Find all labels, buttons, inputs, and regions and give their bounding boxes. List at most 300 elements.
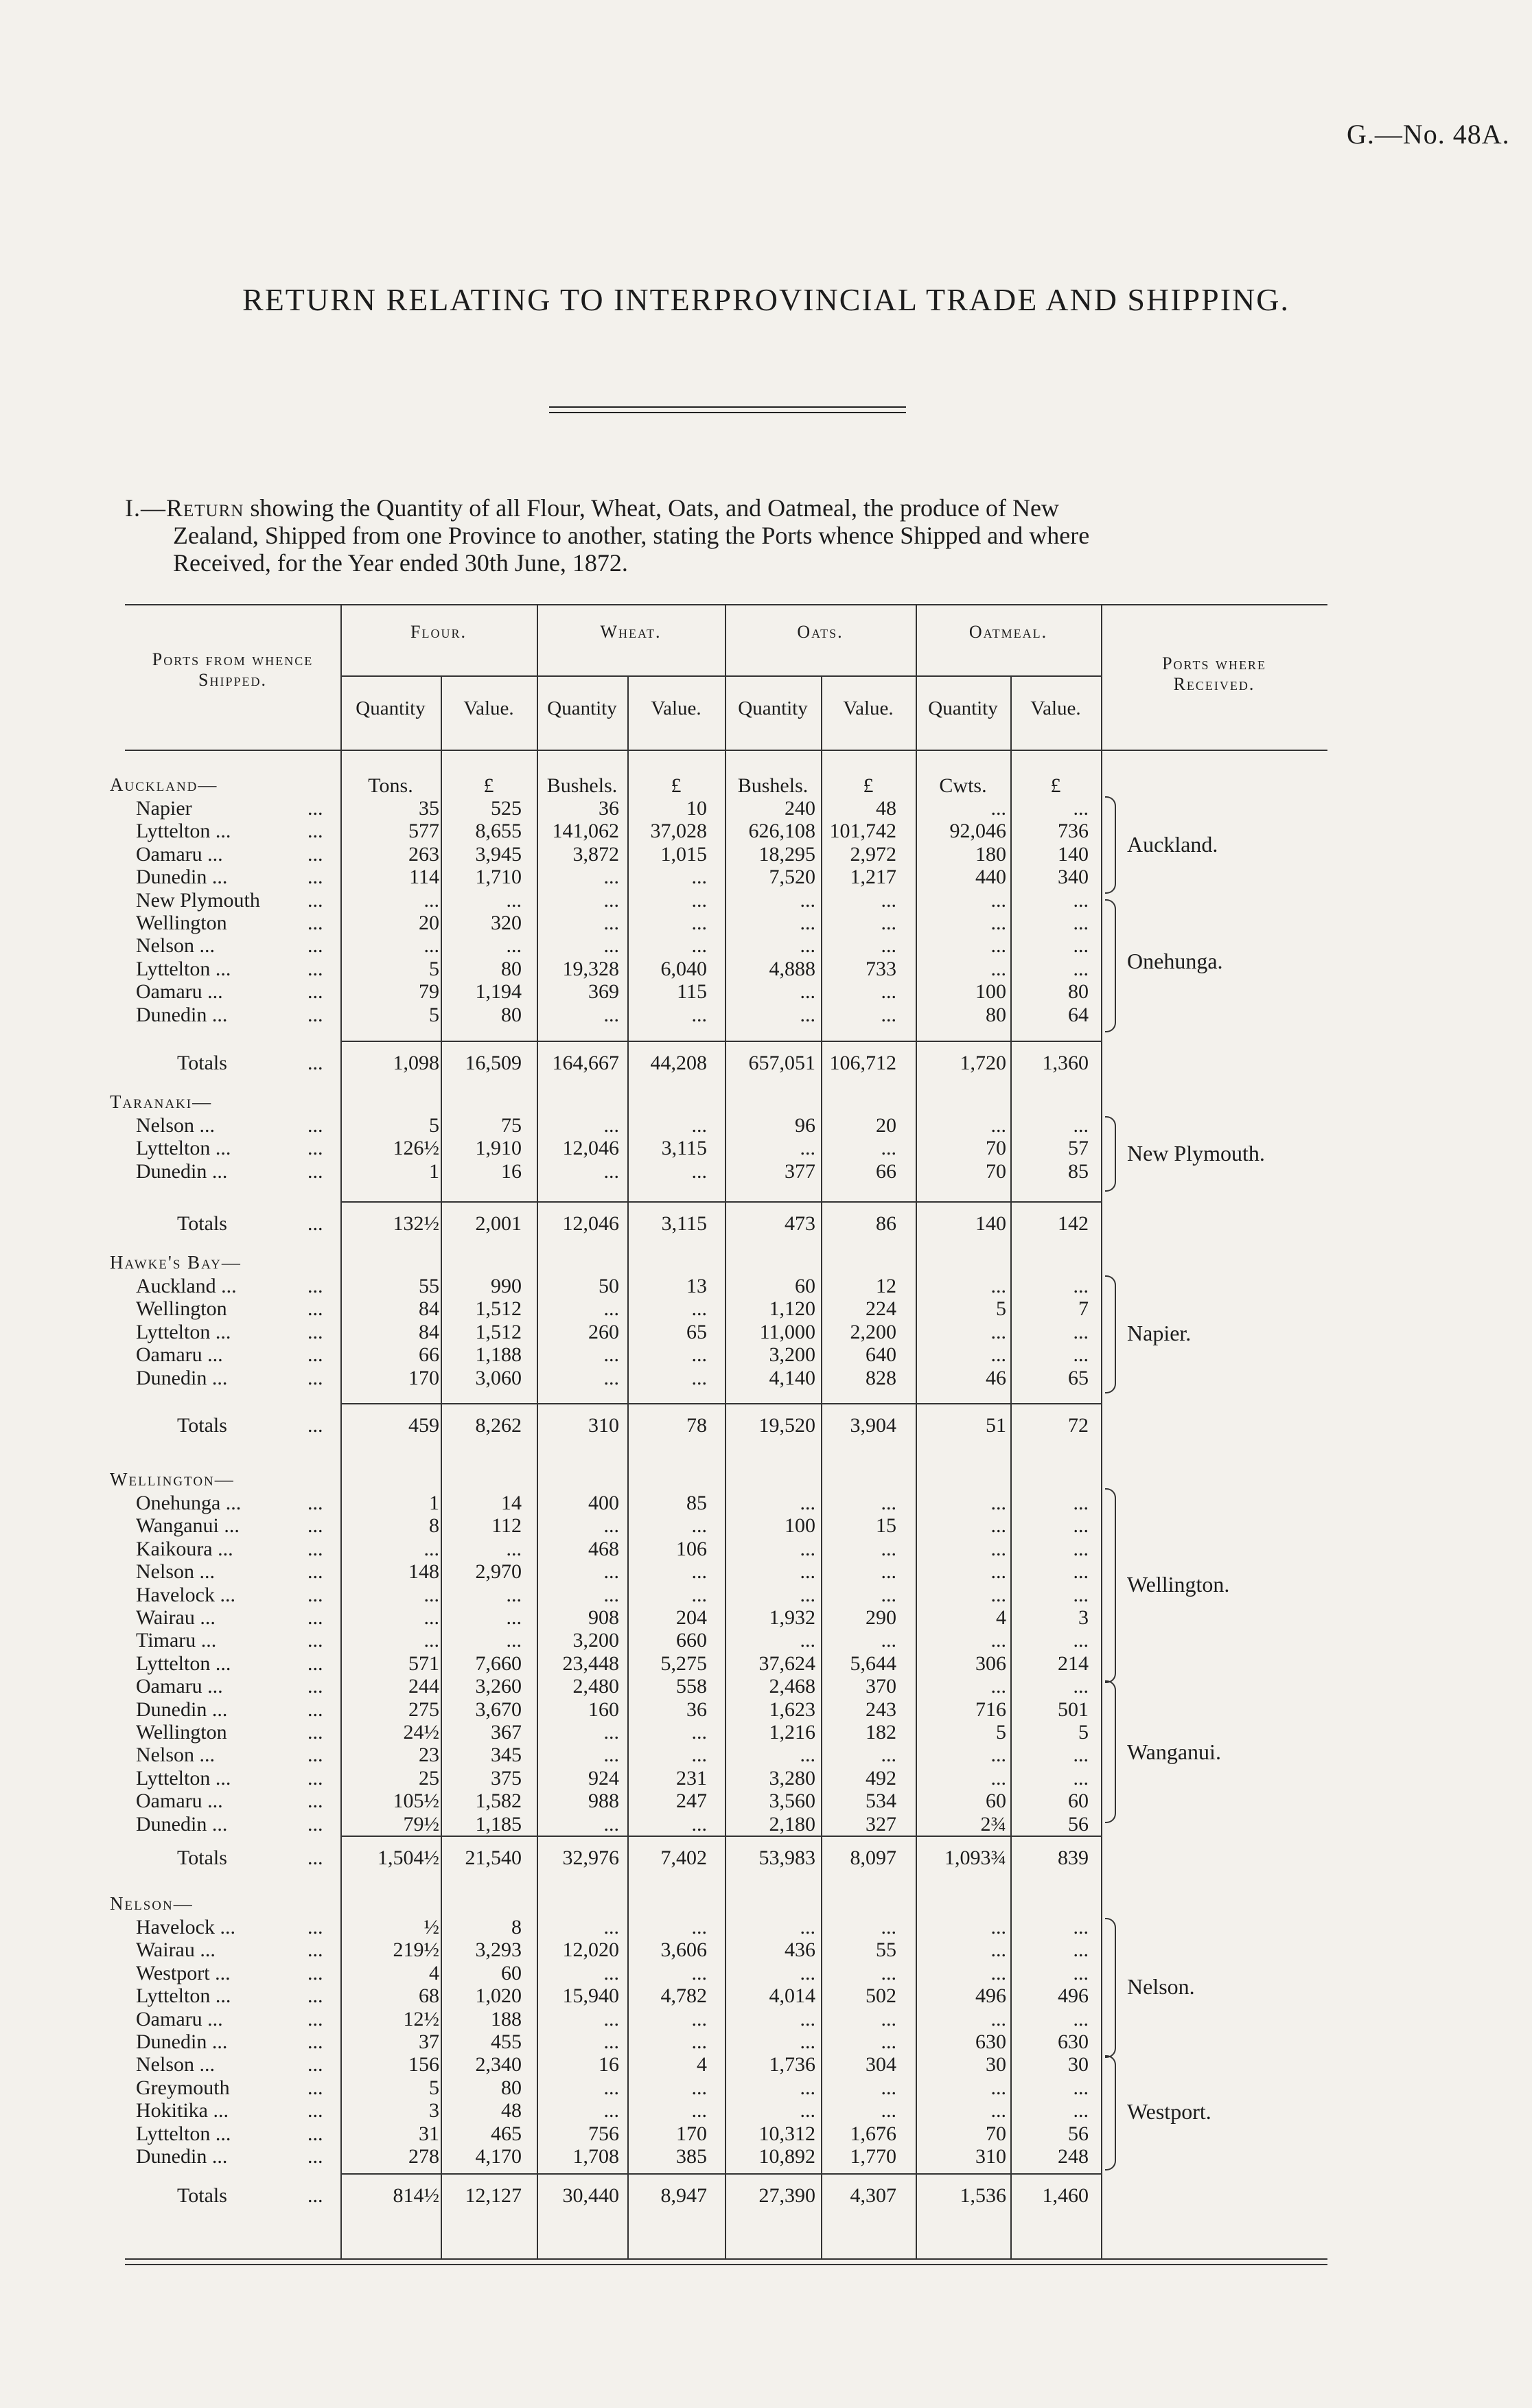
- table-cell: 55: [876, 1938, 896, 1962]
- totals-cell: 1,720: [960, 1052, 1006, 1074]
- totals-rule: [340, 2173, 1101, 2175]
- table-cell: ...: [1073, 888, 1089, 912]
- leader-dots: ...: [307, 1916, 323, 1938]
- table-cell: 60: [501, 1961, 522, 1984]
- table-cell: ...: [1073, 1675, 1089, 1698]
- table-cell: ...: [1073, 934, 1089, 958]
- table-cell: 20: [876, 1114, 896, 1137]
- table-cell: ...: [800, 1583, 815, 1606]
- totals-cell: 3,904: [850, 1414, 896, 1437]
- leader-dots: ...: [307, 1583, 323, 1606]
- table-cell: ...: [506, 1606, 522, 1629]
- table-cell: 14: [501, 1492, 522, 1514]
- table-cell: 30: [1068, 2053, 1089, 2076]
- leader-dots: ...: [307, 2007, 323, 2030]
- table-cell: ...: [1073, 1583, 1089, 1606]
- leader-dots: ...: [307, 1137, 323, 1160]
- table-cell: 64: [1068, 1003, 1089, 1026]
- header-wheat: Wheat.: [600, 622, 662, 642]
- table-cell: ...: [423, 1537, 439, 1560]
- unit-label: £: [1050, 774, 1061, 797]
- table-cell: ...: [1073, 2076, 1089, 2099]
- table-cell: 501: [1058, 1698, 1089, 1721]
- table-cell: 70: [986, 1137, 1006, 1160]
- table-cell: ...: [1073, 1275, 1089, 1297]
- port-name: Lyttelton ...: [136, 820, 231, 843]
- table-cell: 182: [866, 1721, 896, 1744]
- table-cell: ...: [691, 888, 707, 912]
- table-cell: 5,644: [850, 1652, 896, 1675]
- table-cell: ...: [1073, 1537, 1089, 1560]
- table-cell: 2,180: [769, 1812, 815, 1836]
- table-cell: ...: [881, 1961, 896, 1984]
- received-port-label: Wanganui.: [1127, 1739, 1221, 1764]
- leader-dots: ...: [307, 1721, 323, 1744]
- totals-rule: [340, 1041, 1101, 1042]
- totals-cell: 3,115: [661, 1212, 707, 1235]
- table-cell: 5: [429, 1114, 439, 1137]
- header-ports-to: Ports where: [1162, 653, 1266, 673]
- table-cell: 12½: [403, 2007, 439, 2030]
- table-cell: ...: [603, 1560, 619, 1584]
- table-cell: 248: [1058, 2145, 1089, 2168]
- table-cell: 1,120: [769, 1297, 815, 1321]
- table-cell: ...: [1073, 1744, 1089, 1767]
- table-cell: ...: [1073, 1560, 1089, 1584]
- subheader-value: Value.: [843, 697, 894, 719]
- totals-cell: 459: [408, 1414, 439, 1437]
- table-cell: ...: [423, 1629, 439, 1652]
- table-cell: 7,520: [769, 866, 815, 889]
- table-cell: ...: [990, 912, 1006, 934]
- totals-cell: 1,504½: [378, 1846, 439, 1869]
- table-cell: ...: [691, 1159, 707, 1183]
- leader-dots: ...: [307, 1984, 323, 2008]
- table-cell: ...: [603, 1583, 619, 1606]
- table-cell: 56: [1068, 2122, 1089, 2145]
- intro-lead: I.—Return: [125, 494, 244, 522]
- table-cell: ...: [423, 1583, 439, 1606]
- totals-cell: 12,046: [562, 1212, 619, 1235]
- table-cell: ...: [800, 1744, 815, 1767]
- totals-cell: 8,262: [475, 1414, 522, 1437]
- totals-cell: 7,402: [660, 1846, 707, 1869]
- leader-dots: ...: [307, 2145, 323, 2168]
- table-cell: ...: [603, 934, 619, 958]
- table-cell: 1,512: [475, 1297, 522, 1321]
- leader-dots: ...: [307, 866, 323, 889]
- table-cell: 3: [1078, 1606, 1089, 1629]
- table-cell: 75: [501, 1114, 522, 1137]
- header-oatmeal: Oatmeal.: [968, 622, 1048, 642]
- table-cell: ...: [691, 1812, 707, 1836]
- table-cell: 327: [866, 1812, 896, 1836]
- table-cell: ...: [603, 1343, 619, 1367]
- table-cell: ...: [603, 1366, 619, 1389]
- table-cell: ...: [1073, 1320, 1089, 1343]
- table-cell: ...: [1073, 2099, 1089, 2122]
- table-cell: 180: [975, 842, 1006, 866]
- totals-cell: 12,127: [465, 2184, 522, 2207]
- table-cell: 231: [676, 1766, 707, 1790]
- totals-label: Totals: [177, 1414, 227, 1437]
- table-cell: 4,888: [769, 957, 815, 980]
- table-cell: 23: [419, 1744, 439, 1767]
- table-cell: 468: [588, 1537, 619, 1560]
- port-name: Oamaru ...: [136, 980, 223, 1004]
- table-cell: 2,970: [475, 1560, 522, 1584]
- table-cell: 1,708: [572, 2145, 619, 2168]
- table-cell: ...: [603, 1744, 619, 1767]
- table-cell: 96: [795, 1114, 815, 1137]
- table-cell: 3,260: [475, 1675, 522, 1698]
- table-cell: ½: [423, 1916, 439, 1938]
- totals-cell: 142: [1058, 1212, 1089, 1235]
- table-cell: 3,200: [572, 1629, 619, 1652]
- totals-cell: 16,509: [465, 1052, 522, 1074]
- table-cell: 733: [866, 957, 896, 980]
- header-ports-from: Shipped.: [198, 670, 267, 690]
- port-name: Oamaru ...: [136, 1343, 223, 1367]
- table-cell: 8: [511, 1916, 522, 1938]
- totals-cell: 44,208: [650, 1052, 707, 1074]
- port-name: New Plymouth: [136, 888, 260, 912]
- table-cell: 247: [676, 1790, 707, 1813]
- port-name: Oamaru ...: [136, 2007, 223, 2030]
- table-cell: 80: [501, 957, 522, 980]
- leader-dots: ...: [307, 1606, 323, 1629]
- table-cell: ...: [423, 888, 439, 912]
- leader-dots: ...: [307, 1366, 323, 1389]
- table-cell: 37: [419, 2030, 439, 2053]
- subheader-quantity: Quantity: [928, 697, 998, 719]
- port-name: Dunedin ...: [136, 2030, 228, 2053]
- table-cell: 105½: [393, 1790, 439, 1813]
- leader-dots: ...: [307, 1560, 323, 1584]
- table-cell: ...: [800, 912, 815, 934]
- leader-dots: ...: [307, 1938, 323, 1962]
- table-cell: 57: [1068, 1137, 1089, 1160]
- table-cell: 3,293: [475, 1938, 522, 1962]
- table-cell: ...: [1073, 1961, 1089, 1984]
- intro-line-1: showing the Quantity of all Flour, Wheat, Oats, and Oatmeal, the produce of New: [250, 494, 1059, 522]
- table-cell: 275: [408, 1698, 439, 1721]
- port-name: Dunedin ...: [136, 1812, 228, 1836]
- table-cell: ...: [603, 2099, 619, 2122]
- table-top-rule: [125, 604, 1327, 605]
- table-cell: 2,200: [850, 1320, 896, 1343]
- table-cell: ...: [691, 2076, 707, 2099]
- table-bottom-rule: [125, 2258, 1327, 2260]
- unit-label: Tons.: [368, 774, 413, 797]
- table-cell: 4,140: [769, 1366, 815, 1389]
- port-name: Nelson ...: [136, 1560, 215, 1584]
- table-cell: 48: [501, 2099, 522, 2122]
- table-cell: 306: [975, 1652, 1006, 1675]
- table-cell: 50: [599, 1275, 619, 1297]
- port-name: Westport ...: [136, 1961, 231, 1984]
- table-cell: 36: [686, 1698, 707, 1721]
- table-cell: ...: [691, 1961, 707, 1984]
- table-cell: ...: [691, 2030, 707, 2053]
- leader-dots: ...: [307, 1675, 323, 1698]
- table-cell: 2,480: [572, 1675, 619, 1698]
- leader-dots: ...: [307, 1812, 323, 1836]
- table-cell: 400: [588, 1492, 619, 1514]
- table-cell: 310: [975, 2145, 1006, 2168]
- table-cell: 571: [408, 1652, 439, 1675]
- table-cell: ...: [990, 1275, 1006, 1297]
- table-cell: 16: [599, 2053, 619, 2076]
- port-name: Kaikoura ...: [136, 1537, 233, 1560]
- table-cell: ...: [881, 1537, 896, 1560]
- table-cell: 2¾: [980, 1812, 1006, 1836]
- table-cell: 148: [408, 1560, 439, 1584]
- leader-dots: ...: [307, 1652, 323, 1675]
- table-cell: 7,660: [475, 1652, 522, 1675]
- port-name: Nelson ...: [136, 934, 215, 958]
- totals-cell: 8,097: [850, 1846, 896, 1869]
- table-cell: 304: [866, 2053, 896, 2076]
- brace-bracket: [1105, 1918, 1116, 2058]
- table-cell: ...: [881, 934, 896, 958]
- table-cell: 340: [1058, 866, 1089, 889]
- table-cell: ...: [1073, 912, 1089, 934]
- table-cell: ...: [1073, 1514, 1089, 1538]
- totals-cell: 27,390: [758, 2184, 815, 2207]
- table-cell: 56: [1068, 1812, 1089, 1836]
- table-cell: 12,020: [562, 1938, 619, 1962]
- table-cell: ...: [603, 1114, 619, 1137]
- leader-dots: ...: [307, 842, 323, 866]
- table-cell: ...: [691, 1003, 707, 1026]
- table-cell: ...: [1073, 1492, 1089, 1514]
- table-cell: 630: [1058, 2030, 1089, 2053]
- table-cell: ...: [881, 1492, 896, 1514]
- table-cell: 80: [1068, 980, 1089, 1004]
- leader-dots: ...: [307, 2053, 323, 2076]
- group-header-rule: [340, 675, 1101, 677]
- table-cell: ...: [691, 866, 707, 889]
- table-cell: 4,170: [475, 2145, 522, 2168]
- table-cell: 1,582: [475, 1790, 522, 1813]
- table-cell: 12,046: [562, 1137, 619, 1160]
- table-cell: 112: [491, 1514, 522, 1538]
- table-cell: ...: [800, 2007, 815, 2030]
- table-cell: ...: [691, 1583, 707, 1606]
- table-cell: 65: [1068, 1366, 1089, 1389]
- table-cell: 85: [686, 1492, 707, 1514]
- table-cell: 367: [491, 1721, 522, 1744]
- table-cell: 6,040: [660, 957, 707, 980]
- table-cell: 1,216: [769, 1721, 815, 1744]
- table-cell: ...: [1073, 1343, 1089, 1367]
- table-cell: ...: [506, 1537, 522, 1560]
- totals-cell: 164,667: [552, 1052, 619, 1074]
- table-cell: 1,015: [660, 842, 707, 866]
- table-cell: 260: [588, 1320, 619, 1343]
- table-cell: ...: [990, 1766, 1006, 1790]
- header-bottom-rule: [125, 750, 1327, 751]
- table-cell: ...: [800, 934, 815, 958]
- table-cell: 990: [491, 1275, 522, 1297]
- port-name: Dunedin ...: [136, 1159, 228, 1183]
- table-cell: 345: [491, 1744, 522, 1767]
- table-cell: 756: [588, 2122, 619, 2145]
- leader-dots: ...: [307, 1343, 323, 1367]
- table-cell: 92,046: [949, 820, 1006, 843]
- table-cell: 290: [866, 1606, 896, 1629]
- table-cell: 46: [986, 1366, 1006, 1389]
- table-cell: 496: [1058, 1984, 1089, 2008]
- subheader-value: Value.: [463, 697, 514, 719]
- leader-dots: ...: [307, 1698, 323, 1721]
- brace-bracket: [1105, 899, 1116, 1032]
- totals-cell: 72: [1068, 1414, 1089, 1437]
- table-cell: ...: [603, 866, 619, 889]
- table-cell: 3,115: [661, 1137, 707, 1160]
- port-name: Lyttelton ...: [136, 1137, 231, 1160]
- table-cell: ...: [800, 980, 815, 1004]
- table-cell: ...: [1073, 797, 1089, 820]
- totals-cell: 51: [986, 1414, 1006, 1437]
- table-cell: ...: [1073, 1629, 1089, 1652]
- totals-cell: 78: [686, 1414, 707, 1437]
- port-name: Havelock ...: [136, 1583, 235, 1606]
- table-cell: ...: [990, 2007, 1006, 2030]
- table-cell: 15,940: [562, 1984, 619, 2008]
- unit-label: £: [671, 774, 682, 797]
- leader-dots: ...: [307, 1846, 323, 1869]
- subheader-quantity: Quantity: [738, 697, 808, 719]
- section-heading: Auckland—: [110, 774, 218, 795]
- totals-cell: 1,536: [960, 2184, 1006, 2207]
- table-cell: ...: [990, 1343, 1006, 1367]
- leader-dots: ...: [307, 957, 323, 980]
- port-name: Lyttelton ...: [136, 1320, 231, 1343]
- table-cell: 160: [588, 1698, 619, 1721]
- table-cell: 5: [429, 957, 439, 980]
- table-cell: 3,560: [769, 1790, 815, 1813]
- port-name: Wairau ...: [136, 1606, 216, 1629]
- table-cell: ...: [506, 1583, 522, 1606]
- table-cell: 60: [795, 1275, 815, 1297]
- section-heading: Nelson—: [110, 1893, 194, 1914]
- port-name: Wellington: [136, 1297, 227, 1321]
- table-cell: 3: [429, 2099, 439, 2122]
- totals-cell: 106,712: [829, 1052, 896, 1074]
- table-cell: ...: [800, 1961, 815, 1984]
- column-rule: [1101, 604, 1102, 2258]
- table-cell: 263: [408, 842, 439, 866]
- totals-rule: [340, 1403, 1101, 1404]
- leader-dots: ...: [307, 1766, 323, 1790]
- table-cell: ...: [990, 1583, 1006, 1606]
- table-cell: ...: [990, 1492, 1006, 1514]
- leader-dots: ...: [307, 2184, 323, 2207]
- table-cell: ...: [800, 1560, 815, 1584]
- header-flour: Flour.: [410, 622, 467, 642]
- section-heading: Taranaki—: [110, 1091, 213, 1112]
- leader-dots: ...: [307, 2030, 323, 2053]
- table-cell: 13: [686, 1275, 707, 1297]
- totals-cell: 32,976: [562, 1846, 619, 1869]
- received-port-label: Westport.: [1127, 2099, 1211, 2124]
- table-cell: ...: [990, 1320, 1006, 1343]
- table-cell: 36: [599, 797, 619, 820]
- table-cell: 5,275: [660, 1652, 707, 1675]
- table-cell: 5: [429, 2076, 439, 2099]
- totals-cell: 86: [876, 1212, 896, 1235]
- table-cell: 37,624: [758, 1652, 815, 1675]
- table-cell: ...: [603, 1916, 619, 1938]
- table-cell: 60: [986, 1790, 1006, 1813]
- table-cell: ...: [881, 888, 896, 912]
- table-cell: ...: [881, 2030, 896, 2053]
- port-name: Hokitika ...: [136, 2099, 229, 2122]
- table-cell: 455: [491, 2030, 522, 2053]
- table-cell: 3,060: [475, 1366, 522, 1389]
- leader-dots: ...: [307, 1414, 323, 1437]
- table-cell: 1,194: [475, 980, 522, 1004]
- table-cell: 2,340: [475, 2053, 522, 2076]
- table-cell: 626,108: [748, 820, 815, 843]
- table-cell: ...: [603, 1003, 619, 1026]
- table-cell: ...: [1073, 1916, 1089, 1938]
- leader-dots: ...: [307, 1212, 323, 1235]
- table-cell: ...: [423, 1606, 439, 1629]
- totals-rule: [340, 1836, 1101, 1837]
- brace-bracket: [1105, 1116, 1116, 1192]
- leader-dots: ...: [307, 934, 323, 958]
- header-ports-to: Received.: [1173, 674, 1255, 694]
- table-cell: ...: [990, 2076, 1006, 2099]
- table-cell: ...: [506, 888, 522, 912]
- port-name: Lyttelton ...: [136, 2122, 231, 2145]
- table-cell: 1,185: [475, 1812, 522, 1836]
- table-cell: 630: [975, 2030, 1006, 2053]
- table-cell: 369: [588, 980, 619, 1004]
- totals-rule: [340, 1201, 1101, 1203]
- table-cell: 25: [419, 1766, 439, 1790]
- unit-label: Cwts.: [939, 774, 987, 797]
- table-cell: 15: [876, 1514, 896, 1538]
- port-name: Timaru ...: [136, 1629, 217, 1652]
- leader-dots: ...: [307, 797, 323, 820]
- port-name: Nelson ...: [136, 1114, 215, 1137]
- totals-cell: 1,460: [1042, 2184, 1089, 2207]
- table-cell: 1,770: [850, 2145, 896, 2168]
- table-cell: ...: [800, 1003, 815, 1026]
- table-cell: 12: [876, 1275, 896, 1297]
- table-cell: ...: [990, 1114, 1006, 1137]
- leader-dots: ...: [307, 1492, 323, 1514]
- table-cell: ...: [691, 1514, 707, 1538]
- table-cell: ...: [881, 2099, 896, 2122]
- port-name: Dunedin ...: [136, 1366, 228, 1389]
- table-cell: ...: [603, 2076, 619, 2099]
- table-cell: 48: [876, 797, 896, 820]
- table-cell: 79: [419, 980, 439, 1004]
- table-cell: 188: [491, 2007, 522, 2030]
- table-cell: 4: [697, 2053, 707, 2076]
- table-cell: 55: [419, 1275, 439, 1297]
- leader-dots: ...: [307, 1629, 323, 1652]
- table-cell: 219½: [393, 1938, 439, 1962]
- leader-dots: ...: [307, 2099, 323, 2122]
- table-cell: 525: [491, 797, 522, 820]
- table-cell: ...: [881, 980, 896, 1004]
